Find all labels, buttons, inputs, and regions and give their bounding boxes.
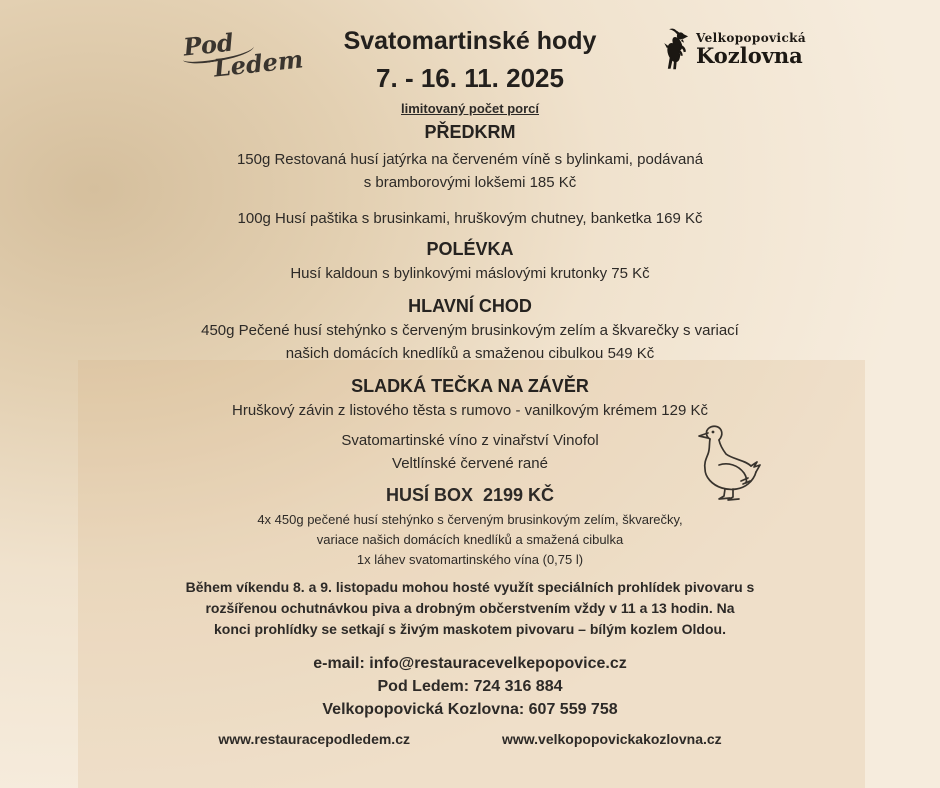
menu-item-line: Hruškový závin z listového těsta s rumovo - vanilkovým krémem 129 Kč xyxy=(232,402,708,419)
brewery-note-line: rozšířenou ochutnávkou piva a drobným občerstvením vždy v 11 a 13 hodin. Na xyxy=(205,600,735,616)
pod-ledem-word2: Ledem xyxy=(212,44,305,83)
pod-ledem-word1: Pod xyxy=(182,27,235,62)
husi-box-heading: HUSÍ BOX 2199 KČ xyxy=(385,485,555,505)
menu-item-line: našich domácích knedlíků a smaženou cibulkou 549 Kč xyxy=(285,345,655,362)
page-title: Svatomartinské hody xyxy=(343,27,597,55)
section-heading-predkrm: PŘEDKRM xyxy=(424,122,516,142)
wine-note-line: Svatomartinské víno z vinařství Vinofol xyxy=(341,432,599,449)
menu-item-line: s bramborovými lokšemi 185 Kč xyxy=(363,174,577,191)
section-heading-hlavni-chod: HLAVNÍ CHOD xyxy=(408,296,532,316)
husi-box-line: variace našich domácích knedlíků a smažená cibulka xyxy=(316,532,624,547)
footer-urls xyxy=(0,729,940,749)
husi-box-line: 1x láhev svatomartinského vína (0,75 l) xyxy=(356,552,584,567)
section-heading-sladka-tecka: SLADKÁ TEČKA NA ZÁVĚR xyxy=(351,376,589,396)
footer-url-left: www.restauracepodledem.cz xyxy=(218,731,410,747)
brewery-note-line: konci prohlídky se setkají s živým maskotem pivovaru – bílým kozlem Oldou. xyxy=(214,621,726,637)
date-range: 7. - 16. 11. 2025 xyxy=(376,63,564,93)
brewery-note-line: Během víkendu 8. a 9. listopadu mohou hosté využít speciálních prohlídek pivovaru s xyxy=(185,579,755,595)
wine-note-line: Veltlínské červené rané xyxy=(392,455,548,472)
contact-email: e-mail: info@restauracevelkepopovice.cz xyxy=(313,655,627,672)
kozlovna-logo-line2: Kozlovna xyxy=(696,43,803,68)
contact-phone-pod-ledem: Pod Ledem: 724 316 884 xyxy=(377,678,563,695)
footer-url-right: www.velkopopovickakozlovna.cz xyxy=(502,731,722,747)
kozlovna-logo-line1: Velkopopovická xyxy=(696,31,807,45)
menu-item-line: Husí kaldoun s bylinkovými máslovými krutonky 75 Kč xyxy=(290,265,650,282)
menu-item-line: 450g Pečené husí stehýnko s červeným brusinkovým zelím a škvarečky s variací xyxy=(201,322,739,339)
section-heading-polevka: POLÉVKA xyxy=(426,239,514,259)
menu-item-line: 150g Restovaná husí jatýrka na červeném víně s bylinkami, podávaná xyxy=(236,151,704,168)
limited-portions-note: limitovaný počet porcí xyxy=(401,101,539,116)
contact-phone-kozlovna: Velkopopovická Kozlovna: 607 559 758 xyxy=(322,701,618,718)
husi-box-line: 4x 450g pečené husí stehýnko s červeným brusinkovým zelím, škvarečky, xyxy=(257,512,683,527)
menu-item-line: 100g Husí paštika s brusinkami, hruškovým chutney, banketka 169 Kč xyxy=(237,210,703,227)
